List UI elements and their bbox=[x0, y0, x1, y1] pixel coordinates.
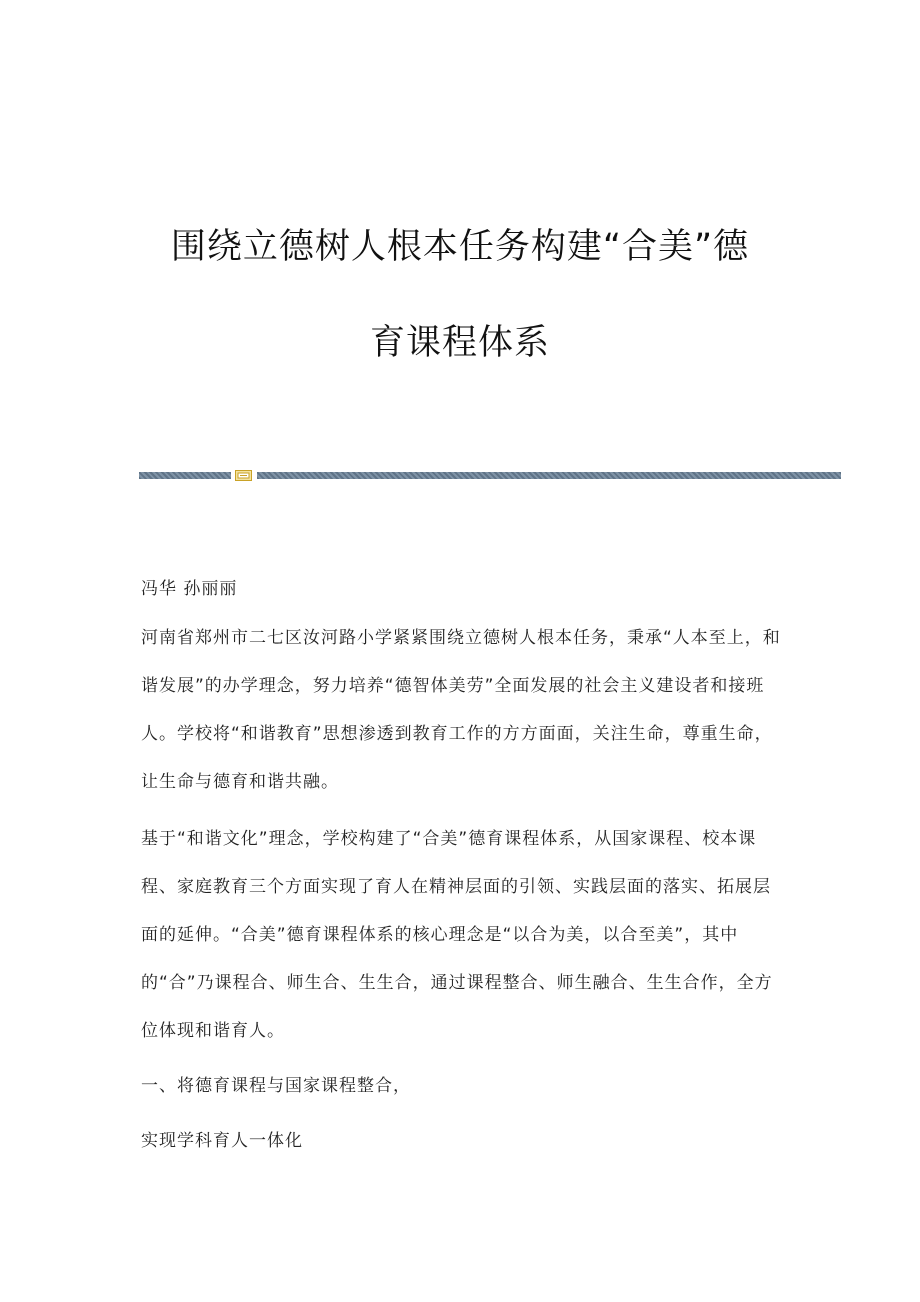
author-line: 冯华 孙丽丽 bbox=[141, 579, 238, 599]
paragraph-intro: 河南省郑州市二七区汝河路小学紧紧围绕立德树人根本任务，秉承“人本至上，和谐发展”的办学理念，努力培养“德智体美劳”全面发展的社会主义建设者和接班人。学校将“和谐教育”思想渗透到教育工作的方方面面，关注生命，尊重生命，让生命与德育和谐共融。 bbox=[141, 628, 781, 792]
document-title-line-2: 育课程体系 bbox=[369, 323, 550, 363]
divider-bar-right bbox=[257, 472, 841, 479]
divider-bar-left bbox=[139, 472, 231, 479]
section-heading: 一、将德育课程与国家课程整合， bbox=[141, 1076, 411, 1096]
paragraph-curriculum: 基于“和谐文化”理念，学校构建了“合美”德育课程体系，从国家课程、校本课程、家庭教育三个方面实现了育人在精神层面的引领、实践层面的落实、拓展层面的延伸。“合美”德育课程体系的核心理念是“以合为美，以合至美”，其中的“合”乃课程合、师生合、生生合，通过课程整合、师生融合、生生合作，全方位体现和谐育人。 bbox=[141, 829, 773, 1041]
title-divider bbox=[139, 470, 841, 482]
section-subheading: 实现学科育人一体化 bbox=[141, 1131, 303, 1151]
divider-ornament-icon bbox=[235, 470, 252, 481]
document-title-line-1: 围绕立德树人根本任务构建“合美”德 bbox=[170, 227, 750, 267]
